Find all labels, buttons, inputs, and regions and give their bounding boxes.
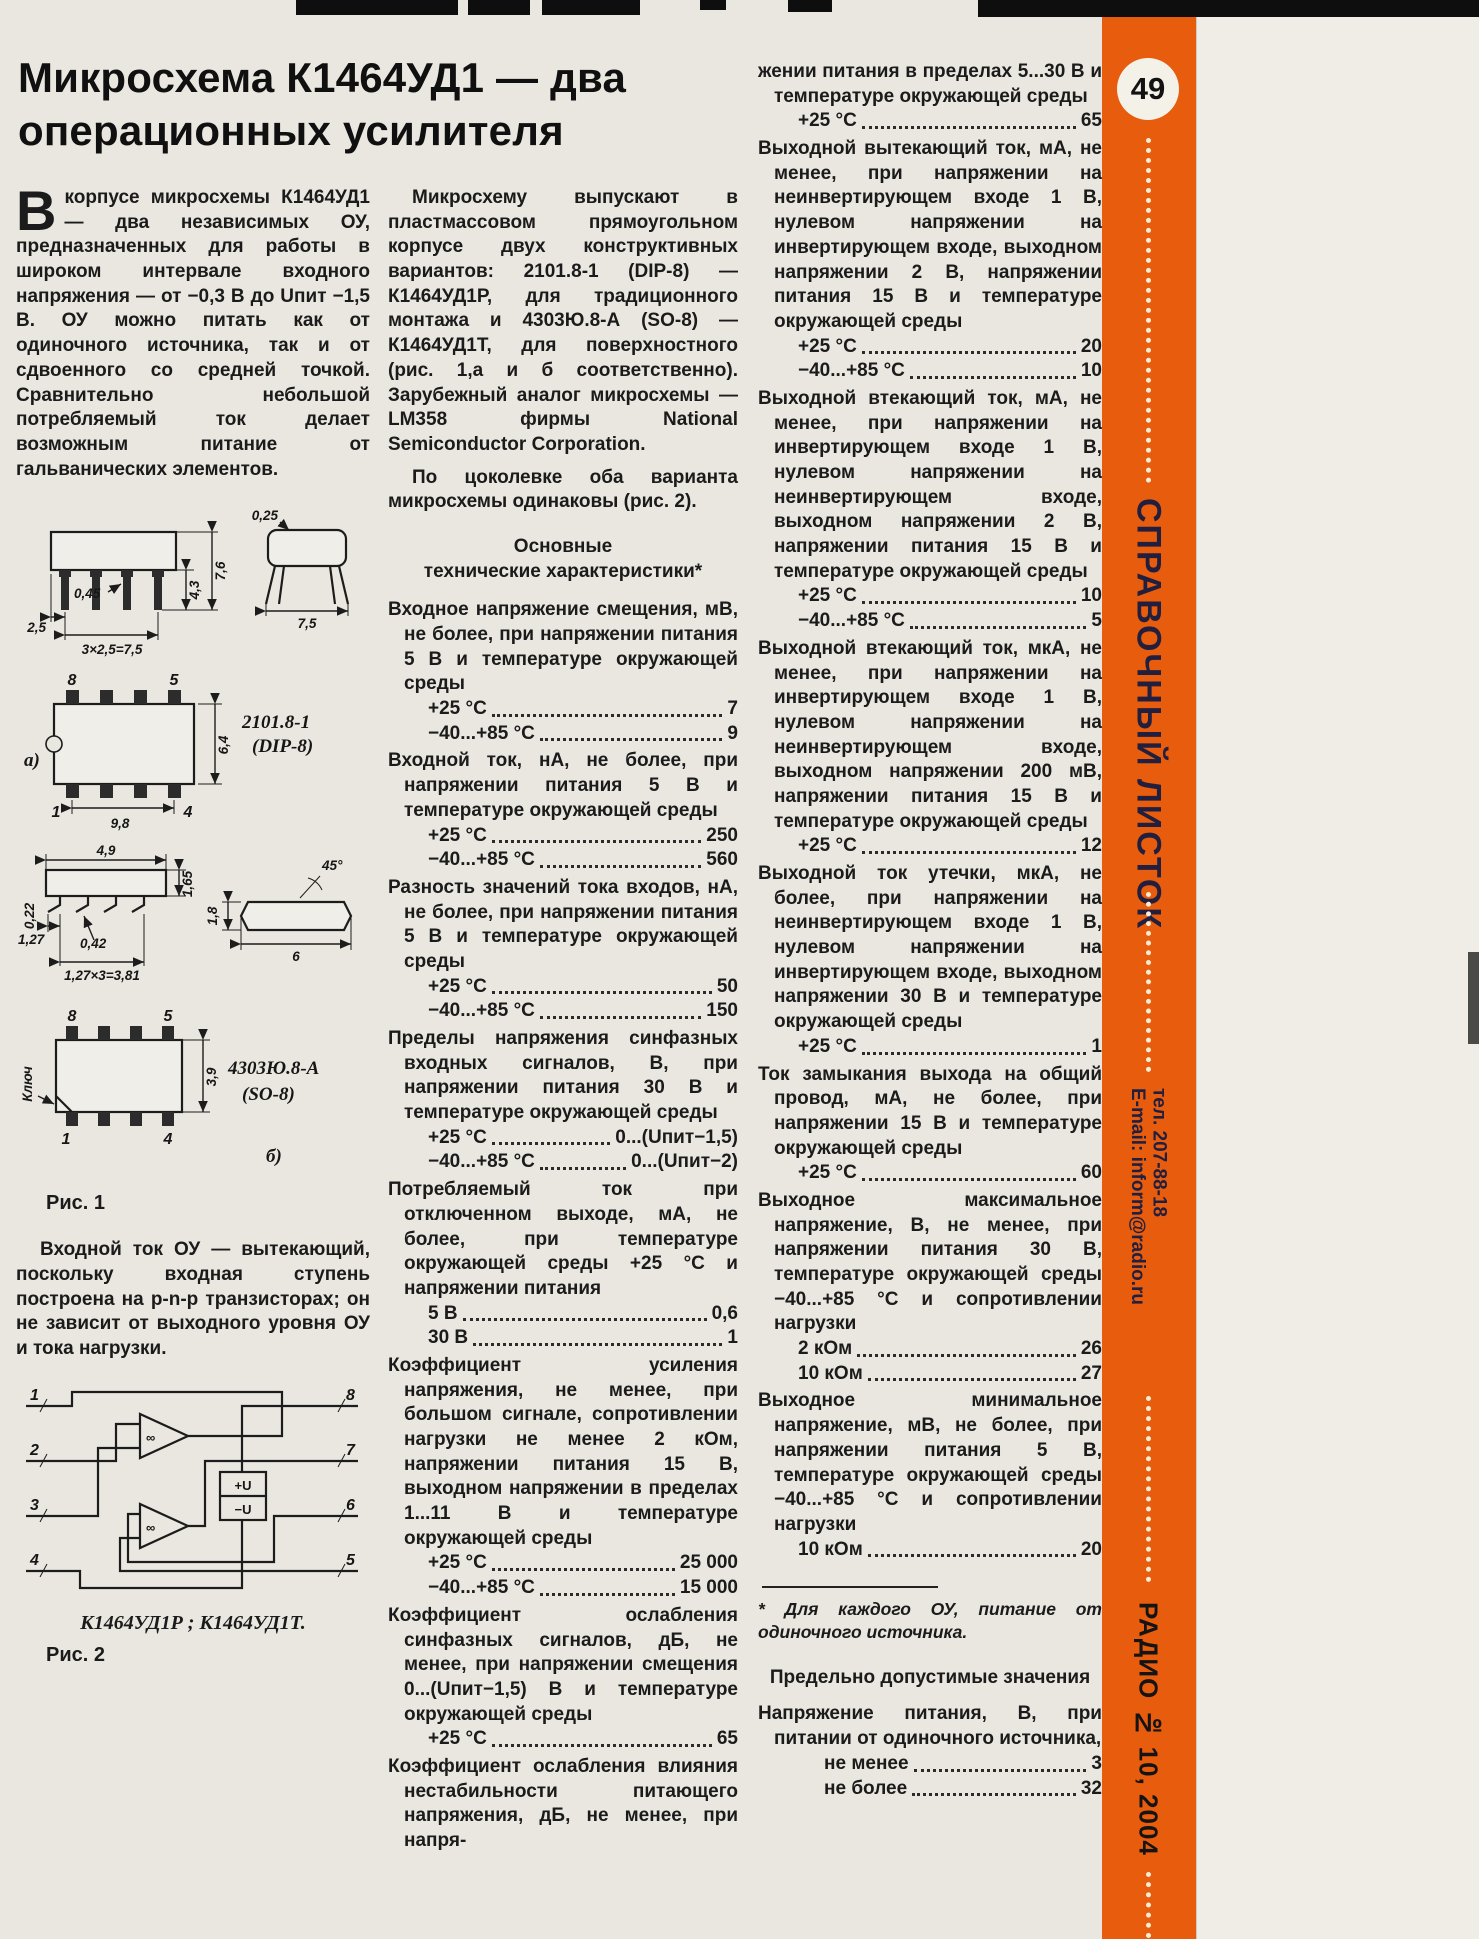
dot-leader: [910, 626, 1087, 629]
email-text: E-mail: inform@radio.ru: [1126, 1088, 1148, 1305]
figure-1-caption: Рис. 1: [46, 1192, 105, 1215]
spec-row: [798, 1538, 1102, 1563]
spec-block: [388, 1755, 738, 1854]
rail-dotted-divider: [1146, 1872, 1151, 1938]
page-number: 49: [1130, 71, 1166, 106]
spec-row: [798, 584, 1102, 609]
spec-block: [388, 1027, 738, 1175]
dot-leader: [862, 351, 1076, 354]
spec-rows: [388, 975, 738, 1024]
dimension-label: 2,5: [27, 620, 46, 636]
pin-number: 3: [30, 1496, 39, 1514]
spec-block: [388, 598, 738, 746]
spec-text: Входное напряжение смещения, мВ, не более, при напряжении питания 5 В и температуре окружающей среды: [388, 599, 738, 695]
dot-leader: [463, 1318, 707, 1321]
spec-text: Выходной втекающий ток, мА, не менее, при напряжении на инвертирующем входе 1 В, нулевом напряжении на неинвертирующем входе, выходном напряжении 2 В, напряжении питания 15 В и температуре окружающей среды: [758, 387, 1102, 582]
opamp-gain-symbol: ∞: [146, 1429, 156, 1445]
spec-row-label: −40...+85 °C: [428, 849, 535, 871]
spec-row-value: 560: [706, 849, 738, 871]
dot-leader: [492, 1568, 675, 1571]
article-title-line1: Микросхема К1464УД1 — два: [18, 54, 627, 101]
spec-row-label: 10 кОм: [798, 1362, 863, 1384]
spec-row-label: +25 °C: [428, 975, 487, 997]
lead-paragraph: [16, 179, 370, 482]
spec-row: [428, 722, 738, 747]
spec-rows: [758, 834, 1102, 859]
dot-leader: [492, 991, 712, 994]
pins-left: [26, 1387, 50, 1577]
spec-rows: [758, 109, 1102, 134]
spec-row-value: 32: [1080, 1777, 1102, 1799]
figure-1a-dip8-drawing: [16, 504, 368, 834]
spec-row-value: 150: [706, 1000, 738, 1022]
scan-artifact: [1468, 952, 1479, 1044]
scan-artifact: [700, 0, 726, 10]
journal-issue-vertical: РАДИО № 10, 2004: [1133, 1602, 1164, 1856]
spec-row-value: 7: [727, 698, 738, 720]
spec-row-value: 27: [1080, 1362, 1102, 1384]
rail-dotted-divider: [1146, 138, 1151, 483]
spec-row: [428, 1126, 738, 1151]
spec-row: [798, 1035, 1102, 1060]
note-paragraph: Входной ток ОУ — вытекающий, поскольку входная ступень построена на p-n-p транзисторах; он не зависит от выходного уровня ОУ и тока нагрузки.: [16, 1239, 370, 1359]
dot-leader: [914, 1769, 1087, 1772]
spec-rows: [388, 697, 738, 746]
spec-row-value: 5: [1091, 610, 1102, 632]
supply-plus-label: +U: [234, 1477, 252, 1493]
limits-list: [758, 1702, 1102, 1801]
spec-block: [388, 1604, 738, 1752]
spec-block: [758, 862, 1102, 1060]
spec-rows: [758, 1538, 1102, 1563]
spec-row-value: 20: [1080, 335, 1102, 357]
spec-text: Выходной вытекающий ток, мА, не менее, при напряжении на неинвертирующем входе 1 В, нулевом напряжении на инвертирующем входе, выходном напряжении 2 В, напряжении питания 15 В и температуре окружающей среды: [758, 138, 1102, 332]
dot-leader: [910, 376, 1076, 379]
spec-row-label: +25 °C: [798, 585, 857, 607]
spec-text: Коэффициент ослабления влияния нестабильности питающего напряжения, дБ, не менее, при напря-: [388, 1755, 738, 1851]
spec-row-value: 1: [727, 1327, 738, 1349]
spec-row: [428, 1326, 738, 1351]
spec-rows: [758, 1337, 1102, 1386]
dimension-label: 0,25: [251, 508, 278, 524]
dimension-label: 0,22: [22, 903, 37, 930]
spec-row-label: +25 °C: [798, 335, 857, 357]
spec-text: Выходное минимальное напряжение, мВ, не более, при напряжении питания 5 В, температуре окружающей среды −40...+85 °C и сопротивлении нагрузки: [758, 1390, 1102, 1535]
dimension-label: 3×2,5=7,5: [81, 642, 143, 658]
spec-row-label: +25 °C: [428, 1126, 487, 1148]
spec-text: Напряжение питания, В, при питании от одиночного источника,: [758, 1703, 1102, 1750]
spec-row-value: 25 000: [679, 1552, 738, 1574]
dimension-label: 6,4: [216, 735, 231, 755]
figure-1: [16, 504, 370, 1216]
dot-leader: [868, 1378, 1076, 1381]
scan-artifact: [542, 0, 640, 15]
spec-row: [798, 1337, 1102, 1362]
figure-2-caption: Рис. 2: [46, 1643, 105, 1666]
dot-leader: [862, 1052, 1087, 1055]
spec-row-label: 2 кОм: [798, 1338, 853, 1360]
article-title: [18, 52, 742, 158]
footnote-text: * Для каждого ОУ, питание от одиночного источника.: [758, 1599, 1102, 1642]
pinout-paragraph: По цоколевке оба варианта микросхемы одинаковы (рис. 2).: [388, 466, 738, 513]
subfigure-marker: б): [266, 1146, 282, 1168]
dimension-label: 7,5: [297, 616, 317, 632]
article-title-line2: операционных усилителя: [18, 106, 564, 154]
dot-leader: [862, 851, 1076, 854]
spec-block: [758, 1389, 1102, 1562]
spec-row: [798, 359, 1102, 384]
package-type-label: (SO-8): [242, 1084, 295, 1106]
supply-minus-label: −U: [234, 1501, 252, 1517]
spec-rows: [758, 1035, 1102, 1060]
page-number-badge: [1117, 58, 1179, 120]
spec-row-label: +25 °C: [798, 110, 857, 132]
spec-row-label: −40...+85 °C: [798, 610, 905, 632]
spec-row-value: 20: [1080, 1538, 1102, 1560]
spec-row: [798, 1362, 1102, 1387]
scan-artifact: [978, 0, 1479, 17]
spec-row-value: 3: [1091, 1752, 1102, 1774]
spec-row-value: 60: [1080, 1162, 1102, 1184]
spec-row: [824, 1752, 1102, 1777]
spec-row: [798, 609, 1102, 634]
package-code-label: 4303Ю.8-А: [228, 1058, 320, 1080]
pin-number: 8: [67, 672, 77, 690]
spec-row-value: 65: [1080, 110, 1102, 132]
spec-text: Потребляемый ток при отключенном выходе, мА, не более, при температуре окружающей среды +25 °C и напряжении питания: [388, 1179, 738, 1299]
spec-rows: [388, 1302, 738, 1351]
spec-block: [758, 137, 1102, 384]
spec-row-value: 26: [1080, 1338, 1102, 1360]
pin-number: 1: [61, 1131, 71, 1149]
spec-rows: [388, 1551, 738, 1600]
dot-leader: [492, 714, 723, 717]
spec-text: Выходное максимальное напряжение, В, не менее, при напряжении питания 30 В, температуре окружающей среды −40...+85 °C и сопротивлении нагрузки: [758, 1189, 1102, 1335]
spec-row-value: 15 000: [679, 1577, 738, 1599]
spec-row: [428, 824, 738, 849]
spec-row-label: +25 °C: [428, 1552, 487, 1574]
dimension-label: 4,3: [187, 580, 202, 600]
figure-2-types: К1464УД1Р ; К1464УД1Т.: [80, 1611, 306, 1634]
spec-row-value: 250: [706, 824, 738, 846]
spec-row: [798, 335, 1102, 360]
spec-row-value: 50: [716, 975, 738, 997]
spec-row: [428, 999, 738, 1024]
spec-row: [428, 697, 738, 722]
spec-text: Разность значений тока входов, нА, не более, при напряжении питания 5 В и температуре окружающей среды: [388, 876, 738, 972]
phone-text: тел. 207-88-18: [1148, 1088, 1170, 1218]
dimension-label: 1,65: [180, 871, 195, 898]
left-column: [16, 179, 370, 1668]
spec-text: Коэффициент ослабления синфазных сигналов, дБ, не менее, при напряжении смещения 0...(Uпит−1,5) В и температуре окружающей среды: [388, 1604, 738, 1725]
spec-block: [388, 876, 738, 1024]
footnote-rule: [762, 1586, 938, 1588]
dimension-label: 3,9: [204, 1067, 219, 1087]
scan-artifact: [468, 0, 530, 15]
package-code-label: 2101.8-1: [242, 712, 311, 734]
dot-leader: [540, 865, 701, 868]
dot-leader: [862, 601, 1076, 604]
middle-column: [388, 186, 738, 1857]
spec-row-label: +25 °C: [428, 824, 487, 846]
package-type-label: (DIP-8): [252, 736, 314, 758]
spec-row-label: +25 °C: [428, 1728, 487, 1750]
pin-number: 2: [30, 1441, 39, 1459]
spec-row-value: 10: [1080, 585, 1102, 607]
spec-row-label: −40...+85 °C: [798, 360, 905, 382]
contact-info-vertical: [1126, 1088, 1170, 1305]
key-label: Ключ: [20, 1066, 35, 1102]
dimension-label: 45°: [322, 858, 343, 874]
dimension-label: 0,42: [80, 936, 107, 952]
specs-column-3: [758, 60, 1102, 1562]
spec-row: [428, 848, 738, 873]
spec-text: Ток замыкания выхода на общий провод, мА, не более, при напряжении 15 В и температуре окружающей среды: [758, 1063, 1102, 1159]
spec-rows: [758, 584, 1102, 633]
spec-row-value: 1: [1091, 1035, 1102, 1057]
spec-row-label: не более: [824, 1777, 908, 1799]
spec-rows: [758, 1161, 1102, 1186]
spec-row-label: −40...+85 °C: [428, 1151, 535, 1173]
spec-block: [758, 1702, 1102, 1801]
dot-leader: [540, 1167, 626, 1170]
opamp-gain-symbol: ∞: [146, 1519, 156, 1535]
dot-leader: [492, 840, 701, 843]
spec-rows: [388, 824, 738, 873]
spec-row-label: −40...+85 °C: [428, 1000, 535, 1022]
spec-rows: [388, 1126, 738, 1175]
page-margin: [1196, 0, 1479, 1939]
spec-row: [428, 1551, 738, 1576]
scan-artifact: [788, 0, 832, 12]
pin-number: 4: [183, 804, 193, 822]
spec-text: Коэффициент усиления напряжения, не менее, при большом сигнале, сопротивлении нагрузки не менее 2 кОм, напряжении питания 15 В, выходном напряжении в пределах 1...11 В и температуре окружающей среды: [388, 1354, 738, 1549]
dot-leader: [868, 1554, 1076, 1557]
spec-text: жении питания в пределах 5...30 В и температуре окружающей среды: [758, 61, 1102, 107]
rail-dotted-divider: [1146, 892, 1151, 1072]
dot-leader: [540, 1016, 701, 1019]
scan-artifact: [296, 0, 458, 15]
dot-leader: [492, 1142, 610, 1145]
side-rail: [1102, 0, 1196, 1939]
spec-row: [428, 1576, 738, 1601]
spec-row-label: +25 °C: [798, 1035, 857, 1057]
pin-number: 4: [163, 1131, 173, 1149]
dimension-label: 6: [292, 949, 300, 965]
spec-block: [758, 387, 1102, 634]
limits-heading: Предельно допустимые значения: [769, 1666, 1091, 1688]
pin-number: 1: [30, 1386, 39, 1404]
spec-block: [758, 60, 1102, 134]
spec-row-label: −40...+85 °C: [428, 1577, 535, 1599]
pin-number: 4: [30, 1551, 39, 1569]
figure-2-pinout-drawing: [20, 1376, 364, 1606]
spec-text: Выходной втекающий ток, мкА, не менее, при напряжении на инвертирующем входе 1 В, нулевом напряжении на неинвертирующем входе, выходном напряжении 200 мВ, напряжении питания 15 В и температуре окружающей среды: [758, 637, 1102, 832]
package-paragraph: Микросхему выпускают в пластмассовом прямоугольном корпусе двух конструктивных вариантов: 2101.8-1 (DIP-8) — К1464УД1Р, для традиционного монтажа и 4303Ю.8-А (SO-8) — К1464УД1Т, для поверхностного (рис. 1,а и б соответственно). Зарубежный аналог микросхемы — LM358 фирмы National Semiconductor Corporation.: [388, 187, 738, 455]
spec-text: Входной ток, нА, не более, при напряжении питания 5 В и температуре окружающей среды: [388, 750, 738, 821]
wiring: [50, 1392, 334, 1588]
pin-number: 8: [346, 1386, 355, 1404]
dimension-label: 1,27: [18, 932, 45, 948]
dimension-label: 0,45: [74, 586, 101, 602]
spec-row-label: −40...+85 °C: [428, 722, 535, 744]
dot-leader: [540, 1593, 675, 1596]
dot-leader: [862, 1178, 1076, 1181]
specs-heading-line1: Основные: [513, 535, 613, 557]
spec-row-label: +25 °C: [798, 835, 857, 857]
dot-leader: [540, 738, 723, 741]
spec-row: [824, 1777, 1102, 1802]
figure-1b-so8-drawing: [16, 844, 368, 1184]
dot-leader: [857, 1354, 1076, 1357]
pin-number: 5: [169, 672, 179, 690]
dropcap: В: [16, 179, 57, 242]
spec-row-value: 0...(Uпит−1,5): [615, 1126, 738, 1148]
pin-number: 5: [346, 1551, 355, 1569]
dot-leader: [912, 1793, 1076, 1796]
spec-row-value: 0...(Uпит−2): [631, 1151, 738, 1173]
specs-heading-line2: технические характеристики*: [423, 560, 703, 582]
spec-block: [388, 1354, 738, 1601]
dimension-label: 1,8: [205, 906, 220, 926]
dimension-label: 7,6: [213, 561, 228, 581]
pin-number: 6: [346, 1496, 355, 1514]
spec-row: [428, 975, 738, 1000]
spec-block: [758, 637, 1102, 859]
pin-number: 5: [163, 1008, 173, 1026]
rail-dotted-divider: [1146, 1396, 1151, 1582]
spec-row: [798, 834, 1102, 859]
spec-row-value: 0,6: [711, 1302, 738, 1324]
specs-heading: [388, 535, 738, 584]
spec-row-value: 9: [727, 722, 738, 744]
spec-row: [428, 1302, 738, 1327]
pin-number: 7: [346, 1441, 355, 1459]
dot-leader: [862, 126, 1076, 129]
spec-row-label: 5 В: [428, 1302, 458, 1324]
pins-right: [334, 1387, 358, 1577]
spec-row: [798, 109, 1102, 134]
spec-block: [758, 1189, 1102, 1387]
dimension-label: 4,9: [96, 844, 116, 859]
pin-number: 8: [67, 1008, 77, 1026]
pin-number: 1: [51, 804, 61, 822]
right-column: [758, 60, 1102, 1804]
spec-block: [388, 1178, 738, 1351]
spec-row-label: +25 °C: [798, 1162, 857, 1184]
specs-column-2: [388, 598, 738, 1853]
spec-rows: [758, 1752, 1102, 1801]
spec-row-value: 10: [1080, 360, 1102, 382]
spec-row-label: +25 °C: [428, 698, 487, 720]
spec-rows: [388, 1727, 738, 1752]
spec-block: [758, 1063, 1102, 1186]
dimension-label: 1,27×3=3,81: [64, 968, 140, 984]
dot-leader: [492, 1744, 712, 1747]
spec-row-label: 10 кОм: [798, 1538, 863, 1560]
dimension-label: 9,8: [110, 816, 130, 832]
spec-block: [388, 749, 738, 872]
spec-row: [428, 1150, 738, 1175]
spec-row-label: не менее: [824, 1752, 909, 1774]
spec-rows: [758, 335, 1102, 384]
spec-text: Выходной ток утечки, мкА, не более, при напряжении на неинвертирующем входе 1 В, нулевом напряжении на инвертирующем входе, выходном напряжении 30 В и температуре окружающей среды: [758, 863, 1102, 1033]
spec-text: Пределы напряжения синфазных входных сигналов, В, при напряжении питания 30 В и температуре окружающей среды: [388, 1028, 738, 1124]
spec-row-label: 30 В: [428, 1327, 469, 1349]
figure-2: [16, 1376, 370, 1668]
section-title-vertical: СПРАВОЧНЫЙ ЛИСТОК: [1129, 498, 1168, 931]
spec-row: [428, 1727, 738, 1752]
lead-text: корпусе микросхемы К1464УД1 — два независимых ОУ, предназначенных для работы в широком интервале входного напряжения — от −0,3 В до Uпит −1,5 В. ОУ можно питать как от одиночного источника, так и от сдвоенного со средней точкой. Сравнительно небольшой потребляемый ток делает возможным питание от гальванических элементов.: [16, 187, 370, 480]
subfigure-marker: а): [24, 750, 40, 772]
spec-row-value: 65: [716, 1728, 738, 1750]
spec-row-value: 12: [1080, 835, 1102, 857]
dot-leader: [473, 1343, 722, 1346]
spec-row: [798, 1161, 1102, 1186]
